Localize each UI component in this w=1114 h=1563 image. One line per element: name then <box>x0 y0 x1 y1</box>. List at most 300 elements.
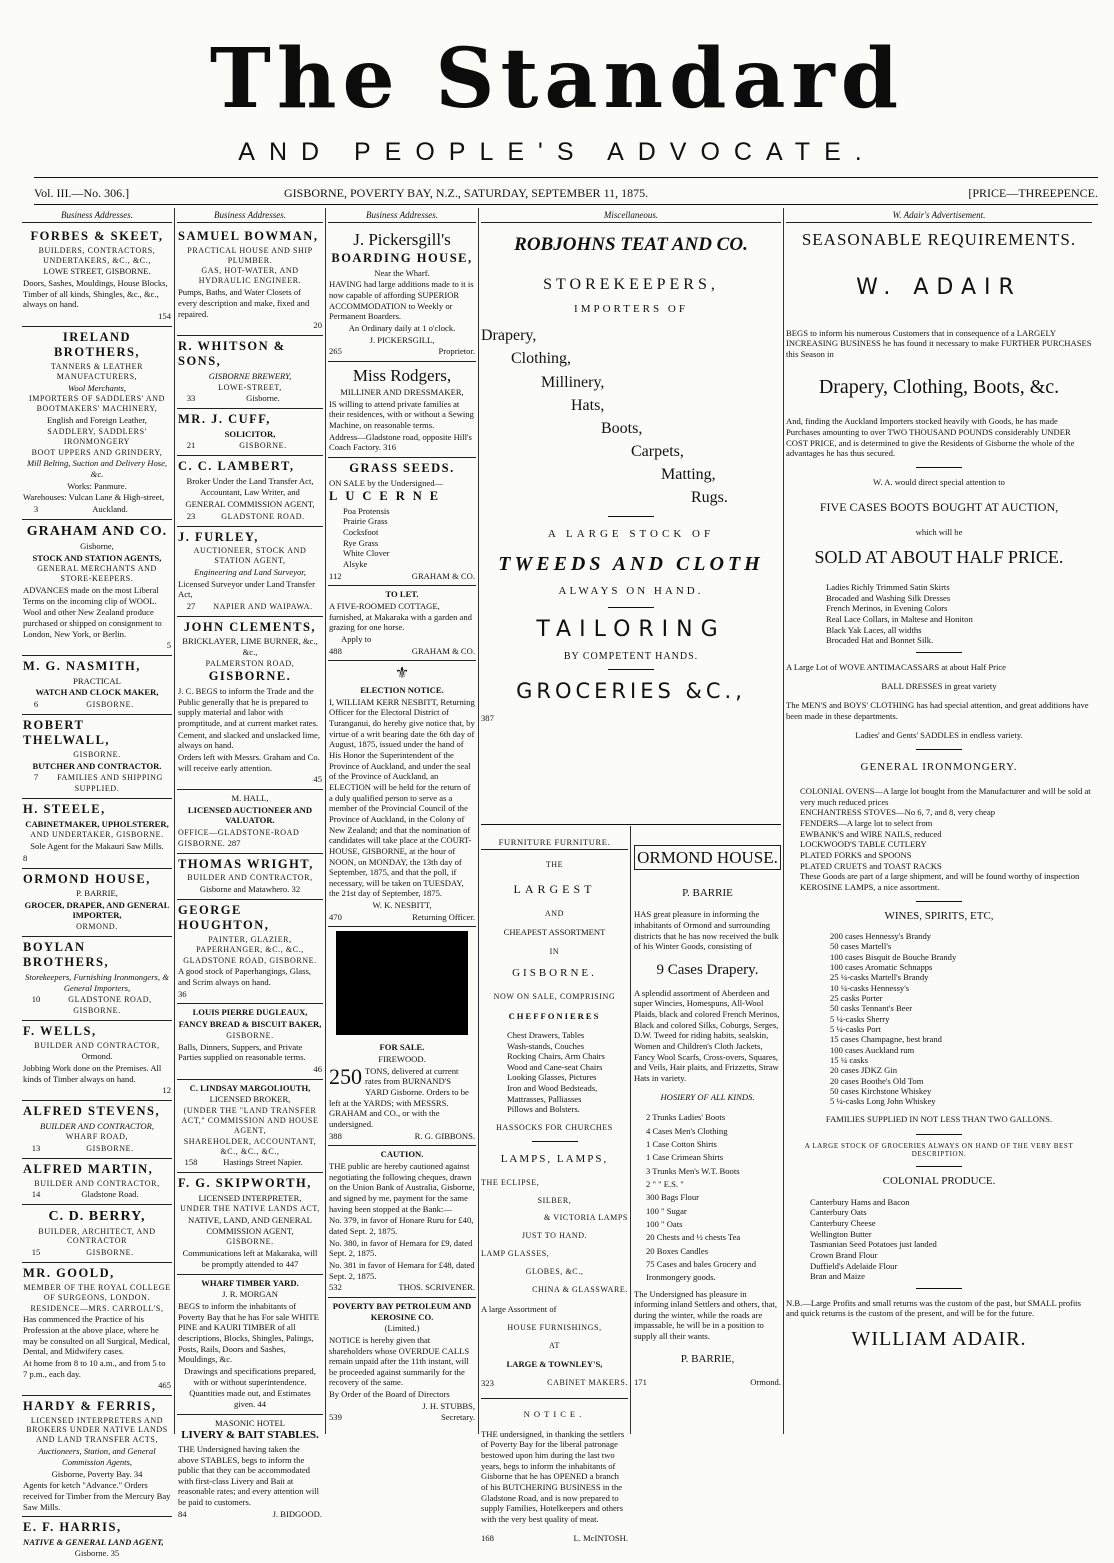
ad-line: PAINTER, GLAZIER, PAPERHANGER, &C., &C., <box>196 934 304 954</box>
ad-number: 27 <box>186 600 196 611</box>
ad-line: SOLICITOR, <box>224 428 276 439</box>
ormond-goods-item: 4 Cases Men's Clothing <box>646 1125 728 1136</box>
ad-line: MEMBER OF THE ROYAL COLLEGE OF SURGEONS, LONDON. <box>23 1282 171 1302</box>
goods-item: Drapery, <box>481 327 537 345</box>
ad-number: 34 <box>133 1468 143 1479</box>
drapery-list <box>786 582 1092 646</box>
ad-line: J. H. STUBBS, <box>422 1400 475 1411</box>
ad-line: GENERAL IRONMONGERY. <box>860 761 1018 774</box>
produce-item: Tasmanian Seed Potatoes just landed <box>810 1239 937 1250</box>
ad-line: GROCERIES &C., <box>516 679 746 704</box>
ad-line: IMPORTERS OF <box>574 302 688 315</box>
ad-number: 3 <box>33 504 39 515</box>
ad-line: OFFICE—GLADSTONE-ROAD GISBORNE. <box>178 827 300 848</box>
ad-title: ALFRED STEVENS, <box>23 1104 161 1119</box>
ad-text: Cement, and slacked and unslacked lime, always on hand. <box>178 729 320 751</box>
ormond-goods-item: 300 Bags Flour <box>646 1192 699 1203</box>
ad-line: NATIVE, LAND, AND GENERAL COMMISSION AGENT, <box>188 1215 312 1236</box>
ad-ireland-brothers <box>22 327 172 520</box>
ad-number: 46 <box>313 1063 322 1074</box>
ad-text: THE public are hereby cautioned against negotiating the following cheques, drawn on the Union Bank of Australia, Gisborne, and signed by me, payment for the same having been stopped at the Bank:— <box>329 1161 475 1214</box>
ad-line: Works: Panmure. <box>67 480 127 491</box>
ad-line: GLADSTONE ROAD, GISBORNE. <box>68 995 152 1016</box>
ad-line: BRICKLAYER, LIME BURNER, &c., &c., <box>182 636 318 657</box>
goods-item: Carpets, <box>631 443 684 461</box>
ad-line: BY COMPETENT HANDS. <box>563 650 699 662</box>
ad-graham-co <box>22 520 172 656</box>
wine-spirit-item: 15 cases Champagne, best brand <box>830 1034 942 1045</box>
ad-title: M. HALL, <box>231 792 269 803</box>
ironmongery-item: PLATED FORKS and SPOONS <box>800 849 912 860</box>
ad-lambert <box>177 456 323 526</box>
ormond-goods-item: 3 Trunks Men's W.T. Boots <box>646 1165 740 1176</box>
ad-number: 265 <box>329 346 342 357</box>
ad-title: ORMOND HOUSE. <box>634 845 781 870</box>
ad-number: 10 <box>31 994 41 1005</box>
ad-bowman <box>177 226 323 336</box>
ad-line: RESIDENCE—MRS. CARROLL'S, <box>30 1303 164 1313</box>
ad-text: HAS great pleasure in informing the inhabitants of Ormond and surrounding districts that he has now received the bulk of his Winter Goods, consisting of <box>634 909 779 952</box>
ad-line: 9 Cases Drapery. <box>656 961 759 978</box>
ad-title: Miss Rodgers, <box>352 365 452 385</box>
wine-spirit-item: 100 cases Aromatic Schnapps <box>830 962 933 973</box>
ad-line: FIREWOOD. <box>378 1054 426 1065</box>
ad-text: Drawings and specifications prepared, with or without superintendence. <box>184 1365 316 1387</box>
column-business-1 <box>22 210 172 1559</box>
ad-miss-rodgers <box>328 362 476 458</box>
ad-number: 287 <box>227 837 241 848</box>
ad-line: CABINETMAKER, UPHOLSTERER, <box>25 818 169 829</box>
ad-line: CHEAPEST ASSORTMENT <box>503 927 606 938</box>
ad-line: SILBER, <box>537 1195 572 1205</box>
ad-number: 323 <box>481 1378 494 1389</box>
wine-spirit-item: 50 cases Martell's <box>830 941 892 952</box>
ad-line: WHARF ROAD, <box>65 1132 129 1142</box>
ad-line: GRAHAM & CO. <box>411 645 475 656</box>
ad-title: GRAHAM AND CO. <box>26 523 168 539</box>
ad-text: Orders left with Messrs. Graham and Co. will receive early attention. <box>178 751 320 773</box>
grass-seed-item: White Clover <box>343 548 390 559</box>
ad-line: GISBORNE. <box>239 441 287 451</box>
ad-line: SOLD AT ABOUT HALF PRICE. <box>814 546 1064 567</box>
grass-seed-item: Poa Protensis <box>343 505 390 516</box>
ad-line: A LARGE STOCK OF <box>547 527 715 540</box>
ironmongery-item: PLATED CRUETS and TOAST RACKS <box>800 860 942 871</box>
ad-text: Wool and other New Zealand produce purchased or shipped on consignment to London, New York, or Berlin. <box>23 607 162 639</box>
ironmongery-item: LOCKWOOD'S TABLE CUTLERY <box>800 839 927 850</box>
ad-ormond-house-small <box>22 869 172 937</box>
ad-text: Doors, Sashes, Mouldings, House Blocks, Timber of all kinds, Shingles, &c., &c., always on hand. <box>23 278 168 310</box>
ad-line: LUCERNE <box>329 489 447 504</box>
wines-spirits-list <box>786 931 1092 1106</box>
ad-large-number: 250 <box>329 1063 362 1089</box>
ad-line: BUILDER AND CONTRACTOR, <box>34 1178 160 1188</box>
ad-number: 21 <box>186 440 196 451</box>
ad-berry <box>22 1205 172 1263</box>
ad-line: THE <box>545 860 564 870</box>
ad-line: By Order of the Board of Directors <box>329 1389 450 1400</box>
ad-line: Ormond. <box>750 1377 781 1388</box>
ad-title: H. STEELE, <box>23 802 106 817</box>
ad-title: C. C. LAMBERT, <box>178 459 295 474</box>
ad-text: THE Undersigned having taken the above STABLES, begs to inform the public that they can be accommodated with first-class Livery and Bait at reasonable rates; and every attention will be paid to customers. <box>178 1443 320 1508</box>
ad-line: BUILDER AND CONTRACTOR, <box>39 1120 155 1131</box>
ad-number: 8 <box>23 852 28 863</box>
goods-item: Matting, <box>661 466 716 484</box>
ad-text: The Undersigned has pleasure in informing inland Settlers and others, that, during the winter, while the roads are impassable, he will be in a position to supply all their wants. <box>634 1288 777 1342</box>
ad-line: Gisborne. <box>246 393 280 404</box>
ad-title: HARDY & FERRIS, <box>23 1399 157 1414</box>
ad-line: Ormond. <box>81 1051 113 1062</box>
column-divider <box>630 826 631 1434</box>
ad-text: ADVANCES made on the most Liberal Terms on the incoming clip of WOOL. <box>23 585 159 606</box>
drapery-item: Brocaded Hat and Bonnet Silk. <box>826 635 934 646</box>
ad-title: GEORGE HOUGHTON, <box>178 902 270 933</box>
ad-number: 539 <box>329 1412 342 1423</box>
ormond-goods-item: 1 Case Crimean Shirts <box>646 1152 724 1163</box>
ad-number: 470 <box>329 911 342 922</box>
ad-line: W. ADAIR <box>856 275 1022 301</box>
ormond-goods-item: 100 " Oats <box>646 1218 683 1229</box>
ad-number: 44 <box>257 1398 266 1409</box>
ad-line: AUCTIONEER, STOCK AND STATION AGENT, <box>193 546 307 565</box>
column-heading: Miscellaneous. <box>481 210 781 223</box>
divider <box>608 669 654 670</box>
ad-line: P. BARRIE, <box>680 1352 735 1365</box>
ad-firewood <box>328 1039 476 1146</box>
ad-text: THE undersigned, in thanking the settlers of Poverty Bay for the liberal patronage bestowed upon him during the last two years, begs to inform the inhabitants of Gisborne that he has OPENED a branch of his BUTCHERING BUSINESS in the Gladstone Road, and is now prepared to supply Families, Hotelkeepers and others with the very best quality of meat. <box>481 1428 625 1524</box>
ad-line: NOW ON SALE, COMPRISING <box>493 992 616 1002</box>
ormond-goods-item: 20 Boxes Candles <box>646 1245 709 1256</box>
ad-number: 168 <box>481 1533 494 1544</box>
ad-title: C. LINDSAY MARGOLIOUTH, <box>189 1082 311 1093</box>
ad-text: No. 380, in favor of Hemara for £9, dated Sept. 2, 1875. <box>329 1237 473 1259</box>
ironmongery-item: COLONIAL OVENS—A large lot bought from the Manufacturer and will be sold at very much reduced prices <box>800 785 1091 807</box>
ironmongery-item: EWBANK'S and WIRE NAILS, reduced <box>800 828 942 839</box>
ad-line: FANCY BREAD & BISCUIT BAKER, <box>178 1019 322 1030</box>
ad-line: GISBORNE. <box>512 967 597 980</box>
ad-number: 84 <box>178 1508 187 1519</box>
column-heading: Business Addresses. <box>328 210 476 223</box>
ad-pickersgill <box>328 226 476 362</box>
ad-line: GISBORNE. <box>226 1237 274 1247</box>
ad-text: And, finding the Auckland Importers stocked heavily with Goods, he has made Purchases amounting to over TWO THOUSAND POUNDS considerably UNDER COST PRICE, and is determined to give the Residents of Gisborne the whole of the advantages he has thus secured. <box>786 416 1075 459</box>
ad-title: FURNITURE FURNITURE. <box>481 837 628 851</box>
ad-line: A large Assortment of <box>481 1303 557 1314</box>
grass-seed-item: Alsyke <box>343 558 368 569</box>
ormond-goods-item: 75 Cases and bales Grocery and Ironmongery goods. <box>646 1258 757 1283</box>
section-rule <box>481 824 781 825</box>
drapery-item: Ladies Richly Trimmed Satin Skirts <box>826 582 950 593</box>
drapery-item: Real Lace Collars, in Maltese and Honiton <box>826 614 973 625</box>
ad-line: GLOBES, &C., <box>525 1267 584 1277</box>
ad-line: THOS. SCRIVENER. <box>398 1282 475 1293</box>
ad-alfred-martin <box>22 1159 172 1205</box>
ad-text: Pumps, Baths, and Water Closets of every description and make, fixed and repaired. <box>178 287 310 319</box>
ironmongery-item: These Goods are part of a large shipment, and will be found worthy of inspection <box>800 871 1080 882</box>
wine-spirit-item: 200 cases Hennessy's Brandy <box>830 931 932 942</box>
column-heading: Business Addresses. <box>22 210 172 223</box>
ad-line: STOCK AND STATION AGENTS, <box>32 552 162 563</box>
furniture-item: Iron and Wood Bedsteads, <box>507 1083 598 1094</box>
column-divider <box>783 208 784 1434</box>
ad-text: No. 381 in favor of Hemara for £48, dated Sept. 2, 1875. <box>329 1259 475 1281</box>
furniture-item: Chest Drawers, Tables <box>507 1029 585 1040</box>
ad-text: Quantities made out, and Estimates given. <box>189 1388 311 1409</box>
ad-masonic-hotel <box>177 1415 323 1519</box>
ad-line: AT <box>549 1340 560 1350</box>
ad-number: 171 <box>634 1377 647 1388</box>
ad-number: 112 <box>329 570 342 581</box>
ad-line: BUILDER, ARCHITECT, AND CONTRACTOR <box>38 1226 156 1246</box>
wine-spirit-item: 5 ¼-casks Port <box>830 1023 881 1034</box>
ad-text: Communications left at Makaraka, will be promptly attended to <box>182 1248 318 1270</box>
wine-spirit-item: 20 cases JDKZ Gin <box>830 1065 898 1076</box>
goods-item: Hats, <box>571 396 605 414</box>
divider <box>916 1288 962 1289</box>
ormond-goods-item: 20 Chests and ½ chests Tea <box>646 1232 741 1243</box>
ad-number: 13 <box>31 1143 41 1154</box>
ad-number: 488 <box>329 645 342 656</box>
ad-number: 35 <box>110 1548 120 1559</box>
ad-line: Mill Belting, Suction and Delivery Hose, &c. <box>26 458 168 480</box>
ad-title: POVERTY BAY PETROLEUM AND KEROSINE CO. <box>332 1300 472 1322</box>
ad-text: Jobbing Work done on the Premises. All kinds of Timber always on hand. <box>23 1063 162 1084</box>
ad-text: NOTICE is hereby given that shareholders whose OVERDUE CALLS remain unpaid after the 11th instant, will be proceeded against summarily for the recovery of the same. <box>329 1334 470 1388</box>
ad-line: J. BIDGOOD. <box>272 1508 322 1519</box>
ad-mcintosh-notice <box>481 1398 628 1544</box>
place-date: GISBORNE, POVERTY BAY, N.Z., SATURDAY, SEPTEMBER 11, 1875. <box>284 186 649 200</box>
ad-text: An Ordinary daily at 1 o'clock. <box>348 323 456 334</box>
divider <box>916 749 962 750</box>
ormond-goods-item: 2 Trunks Ladies' Boots <box>646 1112 726 1123</box>
ad-line: HOSIERY OF ALL KINDS. <box>660 1092 755 1103</box>
ad-number: 158 <box>184 1157 198 1168</box>
ad-margoliouth <box>177 1080 323 1174</box>
ad-line: Gisborne, Poverty Bay. <box>51 1468 132 1479</box>
divider <box>916 652 962 653</box>
column-divider <box>478 208 479 1434</box>
newspaper-title: The Standard <box>209 31 905 127</box>
goods-item: Boots, <box>601 419 643 437</box>
ad-skipworth <box>177 1173 323 1275</box>
produce-item: Canterbury Hams and Bacon <box>810 1196 910 1207</box>
divider <box>916 467 962 468</box>
divider <box>532 1141 578 1142</box>
ad-text: Agents for ketch "Advance." Orders received for Timber from the Mercury Bay Saw Mills. <box>23 1480 171 1512</box>
ad-line: A Large Lot of WOVE ANTIMACASSARS at about Half Price <box>786 661 1006 672</box>
ad-line: Drapery, Clothing, Boots, &c. <box>818 376 1060 399</box>
ad-line: Near the Wharf. <box>374 267 430 278</box>
ad-line: W. K. NESBITT, <box>372 900 432 911</box>
ad-line: LAMPS, LAMPS, <box>500 1153 609 1165</box>
ad-line: Gladstone Road. <box>81 1189 139 1200</box>
produce-item: Bran and Maize <box>810 1271 865 1282</box>
goods-item: Rugs. <box>691 489 728 507</box>
ad-text: No. 379, in favor of Honare Ruru for £40, dated Sept. 2, 1875. <box>329 1215 474 1236</box>
ad-line: Hastings Street Napier. <box>223 1157 303 1168</box>
ad-line: J. PICKERSGILL, <box>369 334 435 345</box>
divider <box>608 607 654 608</box>
column-heading: Business Addresses. <box>177 210 323 223</box>
ad-ormond-house <box>634 828 781 1432</box>
ad-number: 14 <box>31 1189 41 1200</box>
column-business-3 <box>328 210 476 1432</box>
ad-number: 33 <box>186 393 196 404</box>
ad-line: Ladies' and Gents' SADDLES in endless variety. <box>855 730 1023 741</box>
ad-line: UNDER THE NATIVE LANDS ACT, <box>180 1204 320 1214</box>
ad-line: L. McINTOSH. <box>573 1533 628 1544</box>
ad-text: A FIVE-ROOMED COTTAGE, furnished, at Makaraka with a garden and grazing for one horse. <box>329 600 472 633</box>
ad-line: & VICTORIA LAMPS <box>544 1213 628 1223</box>
ad-wright <box>177 854 323 900</box>
produce-item: Crown Brand Flour <box>810 1249 878 1260</box>
ad-line: Gisborne and Matawhero. <box>199 884 290 895</box>
ad-line: CABINET MAKERS. <box>547 1378 628 1388</box>
ad-number: 15 <box>31 1247 41 1258</box>
ad-forbes-skeet <box>22 226 172 327</box>
ad-line: GISBORNE. <box>73 749 121 759</box>
masthead <box>0 0 1114 178</box>
ad-line: COLONIAL PRODUCE. <box>882 1175 996 1188</box>
ad-title: CAUTION. <box>380 1149 424 1160</box>
ad-line: IN <box>549 946 560 956</box>
ad-text: BEGS to inform his numerous Customers that in consequence of a LARGELY INCREASING BUSINESS he has found it necessary to make FURTHER PURCHASES this Season in <box>786 327 1092 359</box>
ad-number: 23 <box>186 510 196 521</box>
ad-line: GLADSTONE ROAD. <box>221 511 305 521</box>
ad-line: Storekeepers, Furnishing Ironmongers, & General Importers, <box>25 971 169 993</box>
ad-number: 32 <box>291 884 301 895</box>
furniture-item: Looking Glasses, Pictures <box>507 1072 597 1083</box>
ad-line: BUILDERS, CONTRACTORS, UNDERTAKERS, &C., &C., <box>38 245 156 265</box>
ad-line: LICENSED BROKER, <box>209 1094 291 1105</box>
ad-number: 388 <box>329 1130 342 1141</box>
ad-number: 6 <box>33 698 39 709</box>
wine-spirit-item: 25 casks Porter <box>830 993 883 1004</box>
divider <box>916 1166 962 1167</box>
ad-text: TONS, delivered at current rates from BURNAND'S YARD Gisborne. Orders to be left at the YARDS; with MESSRS. GRAHAM and CO., or with the undersigned. <box>329 1065 469 1130</box>
ad-text: At home from 8 to 10 a.m., and from 5 to 7 p.m., each day. <box>23 1358 166 1379</box>
ad-to-let <box>328 586 476 661</box>
ad-line: English and Foreign Leather, <box>47 415 147 426</box>
divider <box>608 516 654 517</box>
ad-line: PALMERSTON ROAD, <box>205 658 295 668</box>
ad-line: GISBORNE. <box>226 1030 274 1040</box>
ad-line: TAILORING <box>536 616 726 642</box>
ormond-goods-item: 100 " Sugar <box>646 1205 687 1216</box>
divider <box>916 1134 962 1135</box>
grass-seed-list <box>329 506 475 570</box>
ad-title: GRASS SEEDS. <box>349 461 455 475</box>
wine-spirit-item: 20 cases Boothe's Old Tom <box>830 1075 924 1086</box>
ad-title: SEASONABLE REQUIREMENTS. <box>801 230 1077 250</box>
ad-text: BEGS to inform the inhabitants of Poverty Bay that he has For sale WHITE PINE and KAURI TIMBER of all descriptions, Blocks, Shingles, Palings, Posts, Rails, Doors and Sashes, Mouldings, &c. <box>178 1301 319 1365</box>
dateline <box>34 183 1098 203</box>
ad-title: ROBERT THELWALL, <box>23 717 111 748</box>
ad-grass-seeds <box>328 458 476 586</box>
ad-line: FAMILIES AND SHIPPING SUPPLIED. <box>57 773 163 794</box>
ad-line: Wool Merchants, <box>67 382 127 393</box>
produce-item: Duffield's Adelaide Flour <box>810 1260 898 1271</box>
ad-line: LOWE STREET, GISBORNE. <box>43 266 151 277</box>
ad-title: FOR SALE. <box>379 1042 425 1053</box>
ad-line: Apply to <box>341 633 372 644</box>
ad-line: ORMOND. <box>76 922 118 932</box>
produce-item: Canterbury Cheese <box>810 1218 876 1229</box>
ad-number: 532 <box>329 1282 342 1293</box>
ad-number: 36 <box>178 988 187 999</box>
ad-number: 20 <box>313 320 322 331</box>
ad-line: GISBORNE. <box>86 1144 134 1154</box>
ad-line: which will be <box>915 526 963 537</box>
ad-line: LAMP GLASSES, <box>481 1249 550 1259</box>
ad-clements <box>177 617 323 790</box>
ad-hardy-ferris <box>22 1396 172 1517</box>
ad-number: 387 <box>481 712 494 723</box>
ad-line: NATIVE & GENERAL LAND AGENT, <box>23 1536 164 1547</box>
colonial-produce-list <box>786 1197 1092 1282</box>
ad-line: LARGE & TOWNLEY'S, <box>506 1359 603 1370</box>
ad-title: J. Pickersgill's <box>353 230 451 250</box>
ad-title: NOTICE. <box>523 1409 586 1420</box>
ad-line: Gisborne, <box>80 541 114 552</box>
ad-title: E. F. HARRIS, <box>23 1520 122 1535</box>
ad-line: Returning Officer. <box>412 911 475 922</box>
ad-line: LOWE-STREET, <box>218 382 282 392</box>
ad-title: WHARF TIMBER YARD. <box>201 1277 299 1288</box>
ad-number: 45 <box>313 774 322 785</box>
ad-line: Proprietor. <box>438 346 475 357</box>
ad-line: JUST TO HAND. <box>521 1231 588 1241</box>
ad-line: LICENSED AUCTIONEER AND VALUATOR. <box>187 804 313 826</box>
ad-text: HAVING had large additions made to it is now capable of affording SUPERIOR ACCOMMODATION to Weekly or Permanent Boarders. <box>329 279 474 322</box>
ad-title: C. D. BERRY, <box>48 1209 146 1225</box>
ad-text: J. C. BEGS to inform the Trade and the Public generally that he is prepared to supply material and labor with promptitude, and at current market rates. <box>178 685 319 728</box>
wine-spirit-item: 10 ¼-casks Hennessy's <box>830 982 910 993</box>
ad-caution <box>328 1146 476 1298</box>
produce-item: Canterbury Oats <box>810 1207 867 1218</box>
ad-title: IRELAND BROTHERS, <box>53 329 141 360</box>
ad-petroleum-co <box>328 1298 476 1427</box>
ad-title: R. WHITSON & SONS, <box>178 338 286 369</box>
ad-cuff <box>177 409 323 456</box>
ad-text: A good stock of Paperhangings, Glass, and Scrim always on hand. <box>178 966 311 988</box>
ad-furniture <box>481 828 628 1544</box>
ad-alfred-stevens <box>22 1101 172 1159</box>
ad-line: BUTCHER AND CONTRACTOR. <box>32 760 162 771</box>
ad-line: BOARDING HOUSE, <box>331 251 473 266</box>
column-adair <box>786 210 1092 1432</box>
ad-line: GROCER, DRAPER, AND GENERAL IMPORTER, <box>24 899 170 921</box>
ad-line: FIVE CASES BOOTS BOUGHT AT AUCTION, <box>819 499 1059 514</box>
wine-spirit-item: 100 cases Auckland rum <box>830 1044 915 1055</box>
goods-cascade <box>481 324 781 510</box>
ad-line: CHINA & GLASSWARE. <box>532 1285 628 1295</box>
ad-line: Accountant, Law Writer, and <box>200 487 300 498</box>
column-divider <box>174 208 175 1434</box>
drapery-item: Black Yak Laces, all widths <box>826 624 922 635</box>
ad-line: Secretary. <box>440 1412 475 1423</box>
ad-line: HASSOCKS FOR CHURCHES <box>496 1123 613 1133</box>
ad-goold <box>22 1263 172 1396</box>
ad-line: HOUSE FURNISHINGS, <box>507 1322 602 1332</box>
ad-number: 154 <box>158 311 171 322</box>
ad-title: ELECTION NOTICE. <box>360 685 444 696</box>
divider <box>916 901 962 902</box>
ad-title: MASONIC HOTEL <box>215 1417 285 1428</box>
ad-line: NAPIER AND WAIPAWA. <box>213 601 313 611</box>
grass-seed-item: Prairie Grass <box>343 516 388 527</box>
